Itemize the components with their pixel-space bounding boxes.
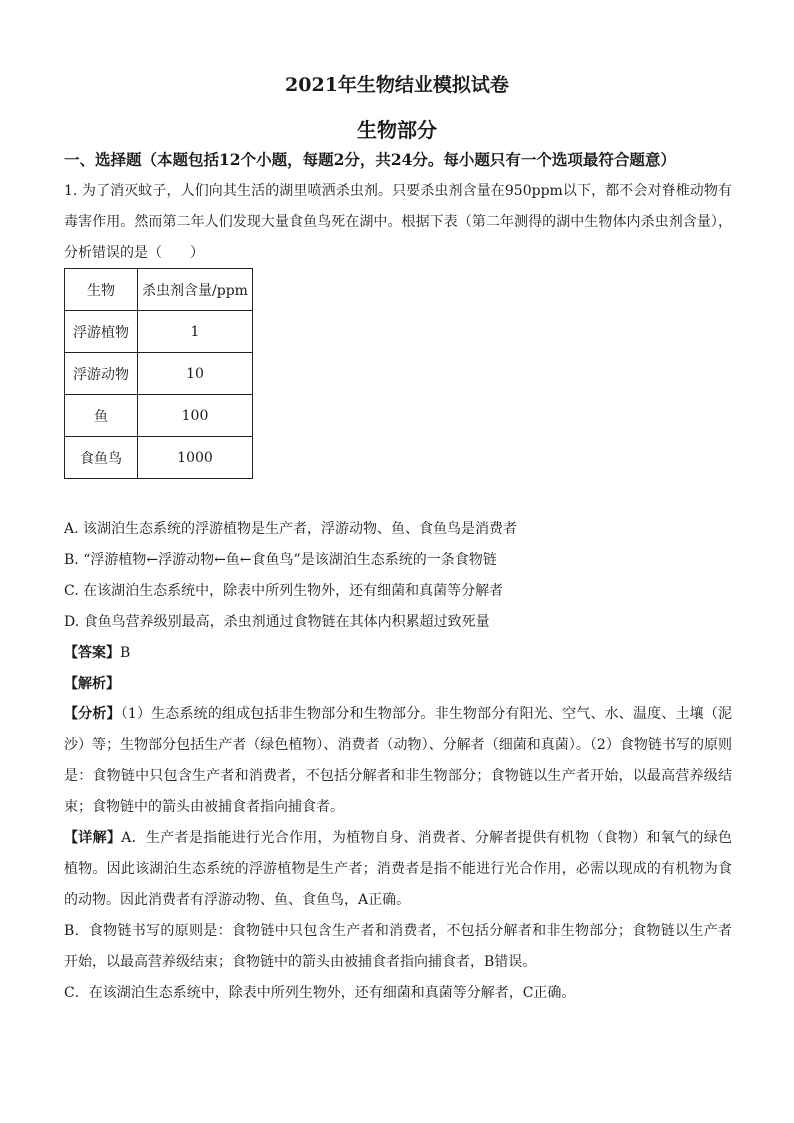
- explanation-label: 【详解】: [64, 830, 122, 846]
- answer-label: 【答案】: [64, 645, 120, 661]
- table-cell: 鱼: [65, 395, 138, 437]
- explanation-paragraph-b: B．食物链书写的原则是：食物链中只包含生产者和消费者，不包括分解者和非生物部分；食物链以生产者开始，以最高营养级结束；食物链中的箭头由被捕食者指向捕食者，B错误。: [64, 923, 732, 970]
- table-cell: 100: [138, 395, 253, 437]
- explanation-text-a: A．生产者是指能进行光合作用，为植物自身、消费者、分解者提供有机物（食物）和氧气的绿色植物。因此该湖泊生态系统的浮游植物是生产者；消费者是指不能进行光合作用，必需以现成的有机物为食的动物。因此消费者有浮游动物、鱼、食鱼鸟，A正确。: [64, 830, 733, 908]
- analysis-text: （1）生态系统的组成包括非生物部分和生物部分。非生物部分有阳光、空气、水、温度、土壤（泥沙）等；生物部分包括生产者（绿色植物）、消费者（动物）、分解者（细菌和真菌）。（2）食物链书写的原则是：食物链中只包含生产者和消费者，不包括分解者和非生物部分；食物链以生产者开始，以最高营养级结束；食物链中的箭头由被捕食者指向捕食者。: [64, 706, 733, 815]
- exam-subtitle: 生物部分: [357, 118, 437, 142]
- option-b: B. “浮游植物←浮游动物←鱼←食鱼鸟”是该湖泊生态系统的一条食物链: [64, 552, 497, 568]
- table-header-cell: 杀虫剂含量/ppm: [138, 269, 253, 311]
- question-stem: 1. 为了消灭蚊子，人们向其生活的湖里喷洒杀虫剂。只要杀虫剂含量在950ppm以下，都不会对脊椎动物有毒害作用。然而第二年人们发现大量食鱼鸟死在湖中。根据下表（第二年测得的湖中生物体内杀虫剂含量），分析错误的是（ ）: [64, 183, 732, 261]
- explanation-paragraph-c: C．在该湖泊生态系统中，除表中所列生物外，还有细菌和真菌等分解者，C正确。: [64, 985, 576, 1001]
- analysis-label: 【分析】: [64, 706, 121, 722]
- answer-value: B: [120, 645, 131, 661]
- table-header-cell: 生物: [65, 269, 138, 311]
- option-a: A. 该湖泊生态系统的浮游植物是生产者，浮游动物、鱼、食鱼鸟是消费者: [64, 521, 518, 537]
- table-row: [65, 311, 253, 353]
- exam-title: 2021年生物结业模拟试卷: [285, 74, 509, 96]
- answer-line: [64, 642, 130, 662]
- analysis-heading: 【解析】: [64, 676, 120, 692]
- option-d: D. 食鱼鸟营养级别最高，杀虫剂通过食物链在其体内积累超过致死量: [64, 614, 490, 630]
- table-cell: 10: [138, 353, 253, 395]
- table-cell: 1: [138, 311, 253, 353]
- table-cell: 浮游动物: [65, 353, 138, 395]
- table-row: [65, 353, 253, 395]
- table-row: [65, 437, 253, 479]
- table-cell: 浮游植物: [65, 311, 138, 353]
- analysis-paragraph: [64, 699, 732, 823]
- table-cell: 1000: [138, 437, 253, 479]
- table-row: [65, 395, 253, 437]
- table-cell: 食鱼鸟: [65, 437, 138, 479]
- section-heading: 一、选择题（本题包括12个小题，每题2分，共24分。每小题只有一个选项最符合题意）: [64, 150, 676, 169]
- pesticide-table: [64, 268, 253, 479]
- table-header-row: [65, 269, 253, 311]
- option-c: C. 在该湖泊生态系统中，除表中所列生物外，还有细菌和真菌等分解者: [64, 583, 504, 599]
- explanation-paragraph-a: [64, 823, 732, 916]
